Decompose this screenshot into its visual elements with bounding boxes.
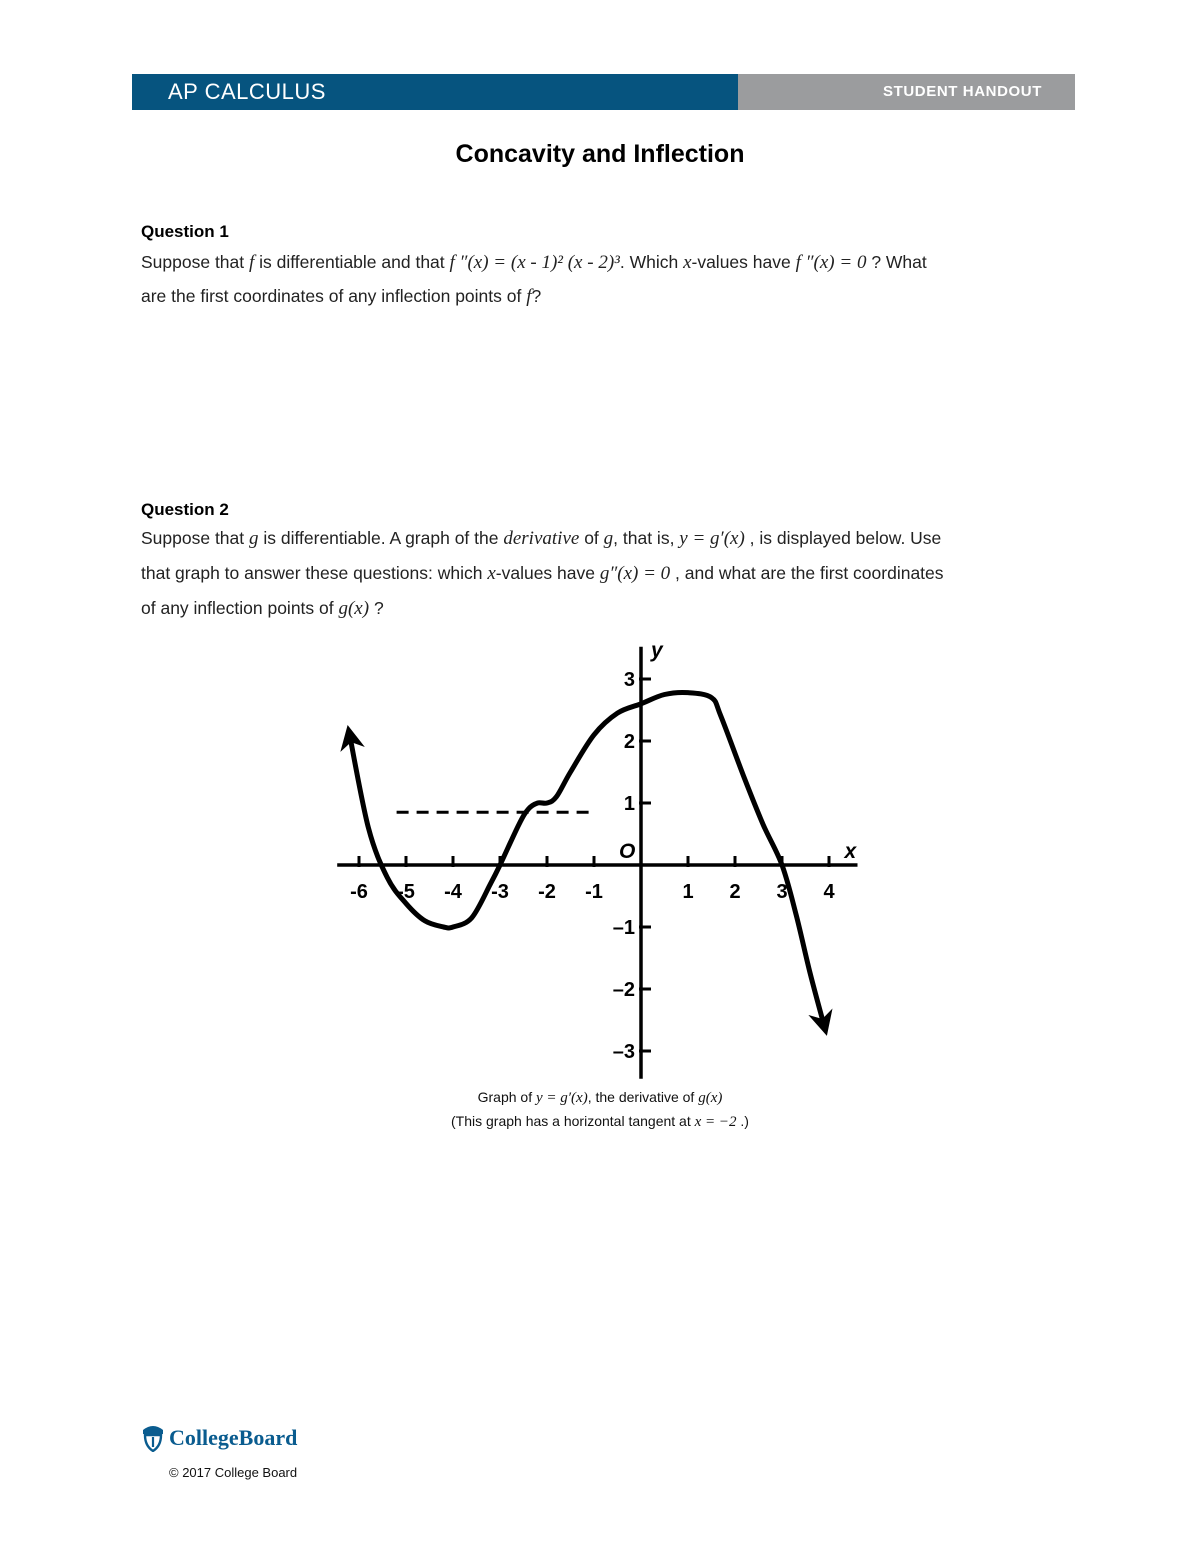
- graph-caption-line-1: Graph of y = g′(x), the derivative of g(x): [477, 1089, 723, 1106]
- course-label: AP CALCULUS: [132, 74, 738, 110]
- question-2-heading: Question 2: [141, 500, 229, 519]
- handout-label: STUDENT HANDOUT: [738, 74, 1075, 110]
- question-1-line-1: Suppose that f is differentiable and that f ″(x) = (x - 1)² (x - 2)³. Which x-values have f ″(x) = 0 ? What: [141, 252, 927, 273]
- x-tick-label: -1: [585, 881, 603, 903]
- x-tick-label: -3: [491, 881, 509, 903]
- x-tick-label: 2: [729, 881, 741, 903]
- graph-caption-line-2: (This graph has a horizontal tangent at x = −2 .): [451, 1113, 749, 1130]
- x-axis-label: x: [844, 840, 857, 863]
- logo-text: CollegeBoard: [169, 1425, 298, 1450]
- x-tick-label: 4: [823, 881, 835, 903]
- x-tick-label: 1: [682, 881, 694, 903]
- question-2-line-3: of any inflection points of g(x) ?: [141, 598, 384, 619]
- collegeboard-logo: [141, 1424, 297, 1452]
- origin-label: O: [619, 840, 636, 863]
- copyright: © 2017 College Board: [169, 1465, 298, 1480]
- question-2-line-2: that graph to answer these questions: which x-values have g″(x) = 0 , and what are the first coordinates: [141, 563, 944, 584]
- acorn-icon: [141, 1424, 165, 1452]
- x-tick-label: -5: [397, 881, 415, 903]
- y-tick-label: 3: [623, 669, 635, 691]
- x-tick-label: -6: [350, 881, 368, 903]
- x-tick-label: 3: [776, 881, 788, 903]
- question-2-line-1: Suppose that g is differentiable. A graph of the derivative of g, that is, y = g′(x) , is displayed below. Use: [141, 528, 942, 549]
- y-axis-label: y: [651, 638, 663, 662]
- question-1-line-2: are the first coordinates of any inflection points of f?: [141, 286, 542, 307]
- page-title: Concavity and Inflection: [455, 140, 745, 168]
- y-tick-label: –1: [612, 917, 635, 939]
- y-tick-label: 1: [623, 793, 635, 815]
- y-tick-label: –3: [612, 1041, 635, 1063]
- derivative-curve: [350, 692, 825, 1026]
- y-tick-label: –2: [612, 979, 635, 1001]
- x-tick-label: -4: [444, 881, 462, 903]
- question-1-heading: Question 1: [141, 222, 229, 241]
- y-tick-label: 2: [623, 731, 635, 753]
- x-tick-label: -2: [538, 881, 556, 903]
